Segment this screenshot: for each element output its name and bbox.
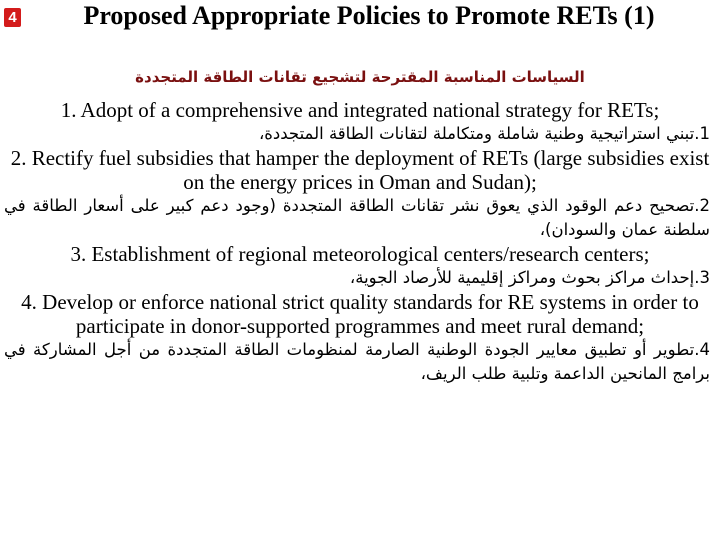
arabic-subtitle: السياسات المناسبة المقترحة لتشجيع تقانات الطاقة المتجددة bbox=[135, 68, 585, 86]
policy-item-4-arabic: 4.تطوير أو تطبيق معايير الجودة الوطنية الصارمة لمنظومات الطاقة المتجددة من أجل المشاركة في برامج المانحين الداعمة وتلبية طلب الريف، bbox=[4, 340, 710, 383]
policy-item-3 bbox=[4, 242, 716, 290]
slide-number-badge: 4 bbox=[4, 8, 21, 27]
policy-item-1-english: 1. Adopt of a comprehensive and integrated national strategy for RETs; bbox=[60, 98, 660, 122]
policy-item-4 bbox=[4, 290, 716, 386]
policy-item-2-english: 2. Rectify fuel subsidies that hamper the deployment of RETs (large subsidies exist on the energy prices in Oman and Sudan); bbox=[10, 146, 710, 194]
policy-item-3-arabic: 3.إحداث مراكز بحوث ومراكز إقليمية للأرصاد الجوية، bbox=[349, 268, 710, 287]
slide-title: Proposed Appropriate Policies to Promote RETs (1) bbox=[83, 1, 655, 30]
policy-item-4-english: 4. Develop or enforce national strict quality standards for RE systems in order to participate in donor-supported programmes and meet rural demand; bbox=[21, 290, 699, 338]
policy-list bbox=[4, 98, 716, 386]
policy-item-1 bbox=[4, 98, 716, 146]
policy-item-3-english: 3. Establishment of regional meteorological centers/research centers; bbox=[70, 242, 650, 266]
policy-item-1-arabic: 1.تبني استراتيجية وطنية شاملة ومتكاملة لتقانات الطاقة المتجددة، bbox=[258, 124, 710, 143]
policy-item-2 bbox=[4, 146, 716, 242]
policy-item-2-arabic: 2.تصحيح دعم الوقود الذي يعوق نشر تقانات الطاقة المتجددة (وجود دعم كبير على أسعار الطاقة في سلطنة عمان والسودان)، bbox=[4, 196, 710, 239]
